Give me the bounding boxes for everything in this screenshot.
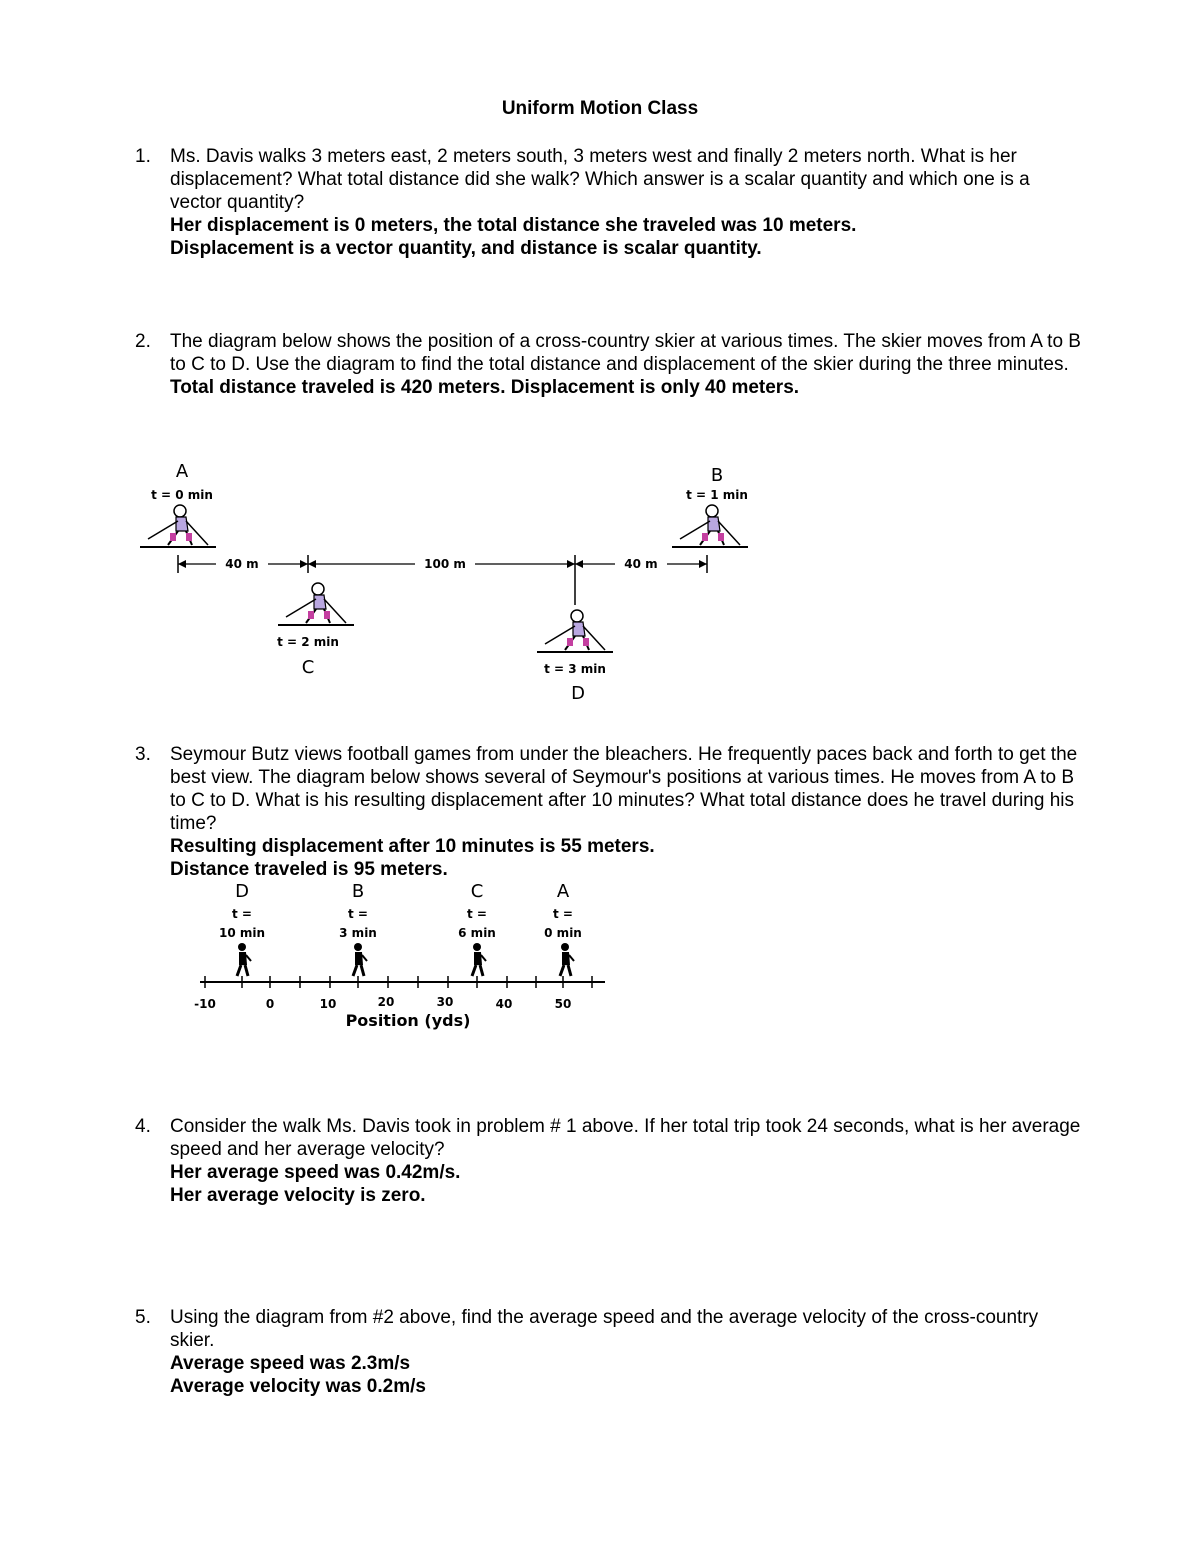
tick-label: 30	[436, 995, 454, 1009]
walker-point-c	[458, 881, 496, 976]
answer-line: Average speed was 2.3m/s	[170, 1353, 411, 1374]
walker-icon	[237, 943, 251, 976]
question-text: Consider the walk Ms. Davis took in problem # 1 above. If her total trip took 24 seconds, what is her average speed and her average velocity?	[170, 1116, 1081, 1160]
question-number: 4.	[135, 1116, 151, 1137]
point-label-b: B	[710, 465, 724, 486]
answer-line: Total distance traveled is 420 meters. Displacement is only 40 meters.	[170, 377, 800, 398]
distance-label: 100 m	[424, 557, 466, 571]
answer-line: Distance traveled is 95 meters.	[170, 859, 448, 880]
time-label-a: t = 0 min	[151, 488, 213, 502]
point-label: D	[235, 881, 249, 902]
walker-icon	[353, 943, 367, 976]
skier-icon	[278, 583, 354, 625]
question-text: Using the diagram from #2 above, find the average speed and the average velocity of the cross-country skier.	[170, 1307, 1039, 1351]
time-label: t =	[232, 907, 252, 921]
question-2	[135, 330, 1085, 399]
walker-point-d	[219, 881, 265, 976]
skier-icon	[140, 505, 216, 547]
page-title: Uniform Motion Class	[501, 98, 699, 119]
question-text: The diagram below shows the position of a cross-country skier at various times. The skier moves from A to B to C to D. Use the diagram to find the total distance and displacement of the skier during the three minutes.	[170, 331, 1081, 375]
time-label: t =	[467, 907, 487, 921]
point-label-a: A	[175, 461, 189, 482]
skier-icon	[672, 505, 748, 547]
tick-label: -10	[194, 997, 216, 1011]
time-label-c: t = 2 min	[277, 635, 339, 649]
answer-line: Her average speed was 0.42m/s.	[170, 1162, 461, 1183]
skier-diagram	[130, 455, 770, 710]
walker-icon	[472, 943, 486, 976]
point-label-d: D	[571, 683, 585, 704]
question-text: Ms. Davis walks 3 meters east, 2 meters south, 3 meters west and finally 2 meters north. What is her displacement? What total distance did she walk? Which answer is a scalar quantity and which one is a vector quantity?	[170, 146, 1030, 213]
skier-icon	[537, 610, 613, 652]
answer-line: Displacement is a vector quantity, and distance is scalar quantity.	[170, 238, 762, 259]
time-label: 10 min	[218, 926, 266, 940]
question-4	[135, 1115, 1085, 1207]
point-label: B	[351, 881, 365, 902]
time-label-b: t = 1 min	[686, 488, 748, 502]
position-diagram	[180, 873, 620, 1038]
time-label: 0 min	[544, 926, 582, 940]
walker-point-a	[544, 881, 582, 976]
tick-label: 50	[554, 997, 572, 1011]
answer-line: Average velocity was 0.2m/s	[170, 1376, 426, 1397]
answer-line: Her displacement is 0 meters, the total distance she traveled was 10 meters.	[170, 215, 857, 236]
distance-label: 40 m	[624, 557, 658, 571]
tick-label: 0	[265, 997, 275, 1011]
axis-label: Position (yds)	[345, 1011, 471, 1030]
question-text: Seymour Butz views football games from under the bleachers. He frequently paces back and forth to get the best view. The diagram below shows several of Seymour's positions at various times. He moves from A to B to C to D. What is his resulting displacement after 10 minutes? What total distance does he travel during his time?	[170, 744, 1078, 834]
tick-label: 20	[377, 995, 395, 1009]
time-label: 3 min	[339, 926, 377, 940]
point-label: C	[470, 881, 484, 902]
tick-label: 40	[495, 997, 513, 1011]
question-number: 3.	[135, 744, 151, 765]
walker-point-b	[339, 881, 377, 976]
distance-label: 40 m	[225, 557, 259, 571]
question-number: 1.	[135, 146, 151, 167]
question-1	[135, 145, 1085, 260]
time-label-d: t = 3 min	[544, 662, 606, 676]
point-label: A	[556, 881, 570, 902]
time-label: t =	[553, 907, 573, 921]
tick-label: 10	[319, 997, 337, 1011]
question-5	[135, 1306, 1085, 1398]
time-label: 6 min	[458, 926, 496, 940]
time-label: t =	[348, 907, 368, 921]
answer-line: Her average velocity is zero.	[170, 1185, 426, 1206]
question-number: 5.	[135, 1307, 151, 1328]
answer-line: Resulting displacement after 10 minutes is 55 meters.	[170, 836, 655, 857]
question-number: 2.	[135, 331, 151, 352]
walker-icon	[560, 943, 574, 976]
point-label-c: C	[301, 657, 315, 678]
question-3	[135, 743, 1085, 881]
